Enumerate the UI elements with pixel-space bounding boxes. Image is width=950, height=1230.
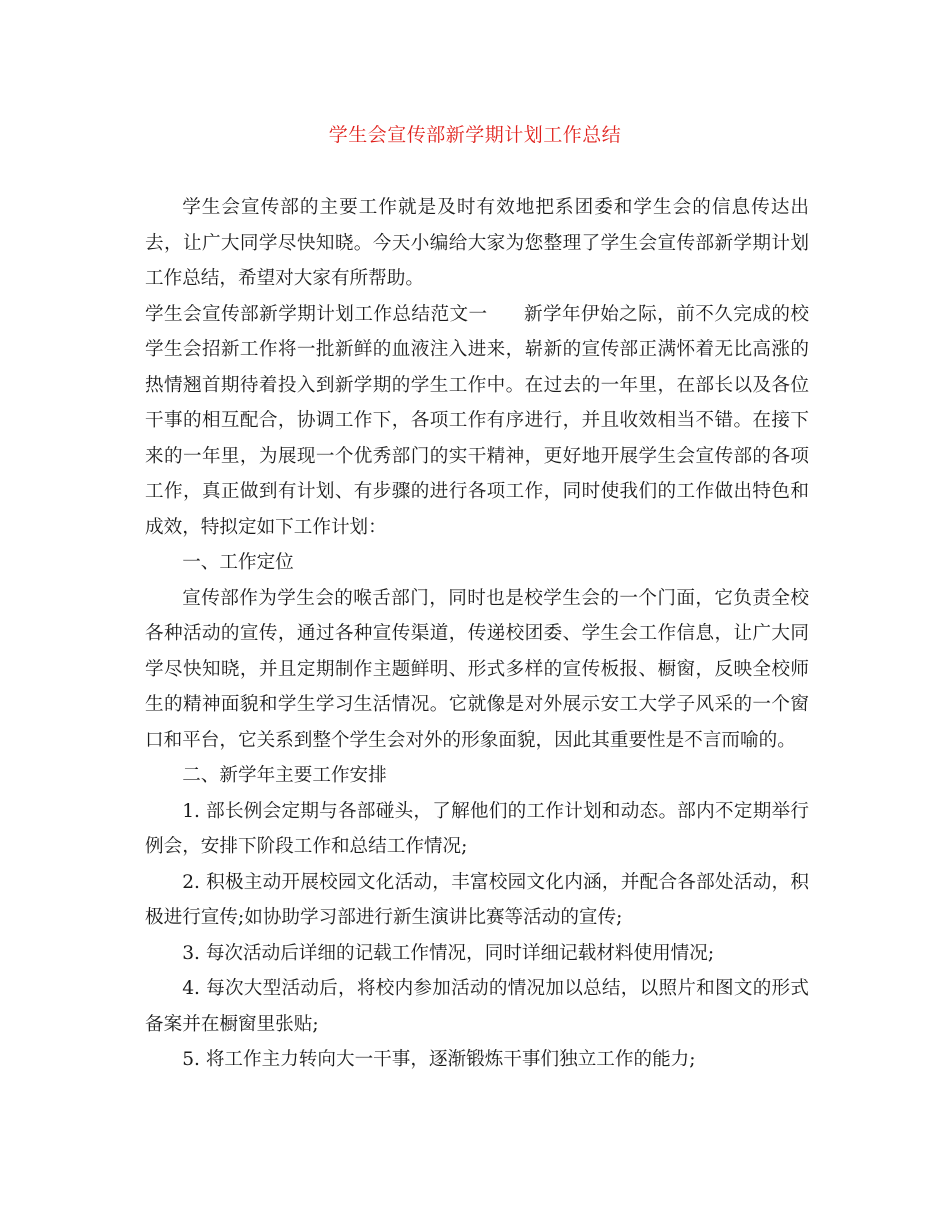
list-item: 3. 每次活动后详细的记载工作情况，同时详细记载材料使用情况; — [182, 942, 715, 964]
list-item: 2. 积极主动开展校园文化活动，丰富校园文化内涵，并配合各部处活动，积极进行宣传;如协助学习部进行新生演讲比赛等活动的宣传; — [145, 871, 809, 928]
section-heading-positioning: 一、工作定位 — [182, 552, 294, 573]
list-item: 1. 部长例会定期与各部碰头，了解他们的工作计划和动态。部内不定期举行例会，安排下阶段工作和总结工作情况; — [145, 800, 809, 857]
list-item: 4. 每次大型活动后，将校内参加活动的情况加以总结，以照片和图文的形式备案并在橱窗里张贴; — [145, 978, 809, 1035]
section-heading-arrangements: 二、新学年主要工作安排 — [182, 765, 387, 786]
section-positioning-paragraph: 宣传部作为学生会的喉舌部门，同时也是校学生会的一个门面，它负责全校各种活动的宣传，通过各种宣传渠道，传递校团委、学生会工作信息，让广大同学尽快知晓，并且定期制作主题鲜明、形式多样的宣传板报、橱窗，反映全校师生的精神面貌和学生学习生活情况。它就像是对外展示安工大学子风采的一个窗口和平台，它关系到整个学生会对外的形象面貌，因此其重要性是不言而喻的。 — [145, 587, 809, 751]
document-title: 学生会宣传部新学期计划工作总结 — [328, 124, 622, 146]
sample-body: 新学年伊始之际，前不久完成的校学生会招新工作将一批新鲜的血液注入进来，崭新的宣传部正满怀着无比高涨的热情翘首期待着投入到新学期的学生工作中。在过去的一年里，在部长以及各位干事的相互配合，协调工作下，各项工作有序进行，并且收效相当不错。在接下来的一年里，为展现一个优秀部门的实干精神，更好地开展学生会宣传部的各项工作，真正做到有计划、有步骤的进行各项工作，同时使我们的工作做出特色和成效，特拟定如下工作计划： — [145, 303, 809, 538]
document-body — [145, 190, 809, 1078]
list-item: 5. 将工作主力转向大一干事，逐渐锻炼干事们独立工作的能力; — [182, 1049, 696, 1070]
intro-paragraph: 学生会宣传部的主要工作就是及时有效地把系团委和学生会的信息传达出去，让广大同学尽快知晓。今天小编给大家为您整理了学生会宣传部新学期计划工作总结，希望对大家有所帮助。 — [145, 197, 809, 289]
sample-heading: 学生会宣传部新学期计划工作总结范文一 — [145, 303, 488, 325]
sample-paragraph — [145, 297, 809, 546]
